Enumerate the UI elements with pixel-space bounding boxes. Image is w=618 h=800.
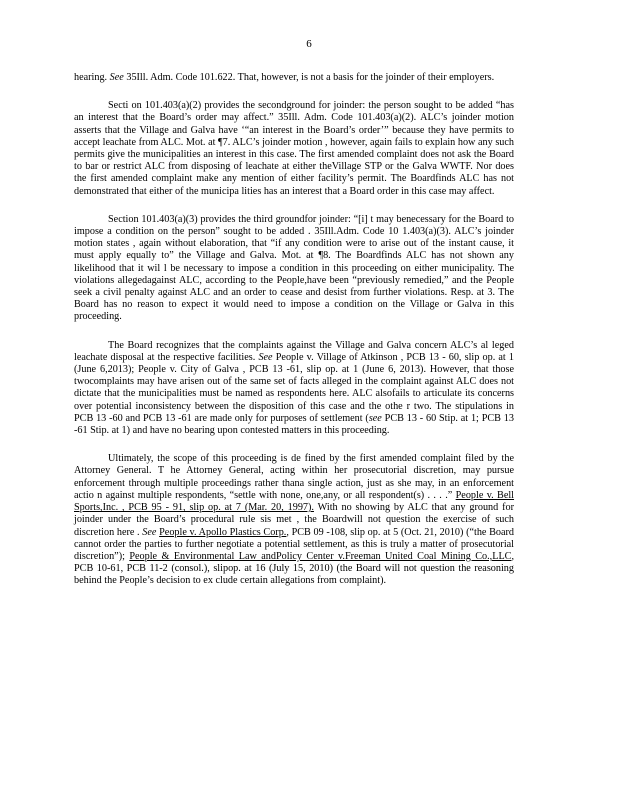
paragraph-2 (74, 100, 514, 198)
text-run: hearing. (74, 72, 108, 83)
paragraph-3 (74, 214, 514, 324)
citation-signal: See (258, 351, 273, 363)
case-citation: People & Environmental Law andPolicy Center v.Freeman United Coal Mining Co.,LLC (129, 550, 512, 562)
paragraph-1 (74, 72, 514, 84)
paragraph-5 (74, 453, 514, 587)
text-run: PCB 13 - 60 Stip. at 1; PCB 13 -61 Stip. at 1) and have no bearing upon contested matters in this proceeding. (74, 412, 514, 437)
text-run: People v. Village of Atkinson , PCB 13 - 60, slip op. at 1 (June 6,2013); People v. City of Galva , PCB 13 -61, slip op. at 1 (June 6, 2013). However, that those twocomplaints may have arisen out of the same set of facts alleged in the complaint against ALC does not dictate that the municipalities must be named as respondents here. ALC alsofails to articulate its concerns over potential inconsistency between the disposition of this case and the othe r two. The stipulations in PCB 13 -60 and PCB 13 -61 are made only for purposes of settlement ( (74, 351, 515, 424)
citation-signal: see (368, 412, 382, 424)
document-body (74, 72, 514, 604)
text-run: , PCB 10-61, PCB 11-2 (consol.), slipop. at 16 (July 15, 2010) (the Board will not question the reasoning behind the People’s decision to ex clude certain allegations from complaint). (74, 550, 515, 587)
case-citation: People v. Bell Sports,Inc. , PCB 95 - 91, slip op. at 7 (Mar. 20, 1997). (74, 489, 515, 514)
paragraph-4 (74, 340, 514, 438)
case-citation: People v. Apollo Plastics Corp. (159, 526, 287, 538)
text-run: Ultimately, the scope of this proceeding is de fined by the first amended complaint filed by the Attorney General. T he Attorney General, acting within her prosecutorial discretion, may pursue enforcement through multiple proceedings rather thana single action, just as she may, in an enforcement actio n against multiple respondents, “settle with none, one,any, or all respondent(s) . . . .” (74, 453, 514, 501)
page-number: 6 (306, 38, 312, 50)
text-run: Secti on 101.403(a)(2) provides the secondground for joinder: the person sought to be added “has an interest that the Board’s order may affect.” 35Ill. Adm. Code 101.403(a)(2). ALC’s joinder motion asserts that the Village and Galva have ‘“an interest in the Board’s order’” because they have permits to accept leachate from ALC. Mot. at ¶7. ALC’s joinder motion , however, again fails to explain how any such permits give the municipalities an interest in this case. The first amended complaint does not ask the Board to bar or restrict ALC from disposing of leachate at either theVillage STP or the Galva WWTF. Nor does the first amended complaint make any mention of either facility’s permit. The Boardfinds ALC has not demonstrated that either of the municipa lities has an interest that a Board order in this case may affect. (74, 100, 514, 197)
text-run: Section 101.403(a)(3) provides the third groundfor joinder: “[i] t may benecessary for the Board to impose a condition on the person” sought to be added . 35Ill.Adm. Code 10 1.403(a)(3). ALC’s joinder motion states , again without elaboration, that “if any condition were to arise out of the instant cause, it must apply equally to” the Village and Galva. Mot. at ¶8. The Boardfinds ALC has not shown any likelihood that it wil l be necessary to impose a condition in this proceeding on either municipality. The violations allegedagainst ALC, according to the People,have been “previously remedied,” and the People seek a civil penalty against ALC and an order to cease and desist from further violations. Resp. at 3. The Board has no reason to expect it would need to impose a condition on the Village or Galva in this proceeding. (74, 213, 514, 323)
citation-signal: See (142, 526, 157, 538)
citation-signal: See (109, 72, 124, 83)
text-run: , PCB 09 -108, slip op. at 5 (Oct. 21, 2010) (“the Board cannot order the parties to further negotiate a potential settlement, as this is truly a matter of prosecutorial discretion”); (74, 526, 515, 562)
text-run: The Board recognizes that the complaints against the Village and Galva concern ALC’s al leged leachate disposal at the respective facilities. (74, 339, 514, 363)
text-run: With no showing by ALC that any ground for joinder under the Board’s procedural rule sis met , the Boardwill not question the exercise of such discretion here . (74, 502, 514, 538)
text-run: 35Ill. Adm. Code 101.622. That, however, is not a basis for the joinder of their employers. (126, 72, 495, 83)
